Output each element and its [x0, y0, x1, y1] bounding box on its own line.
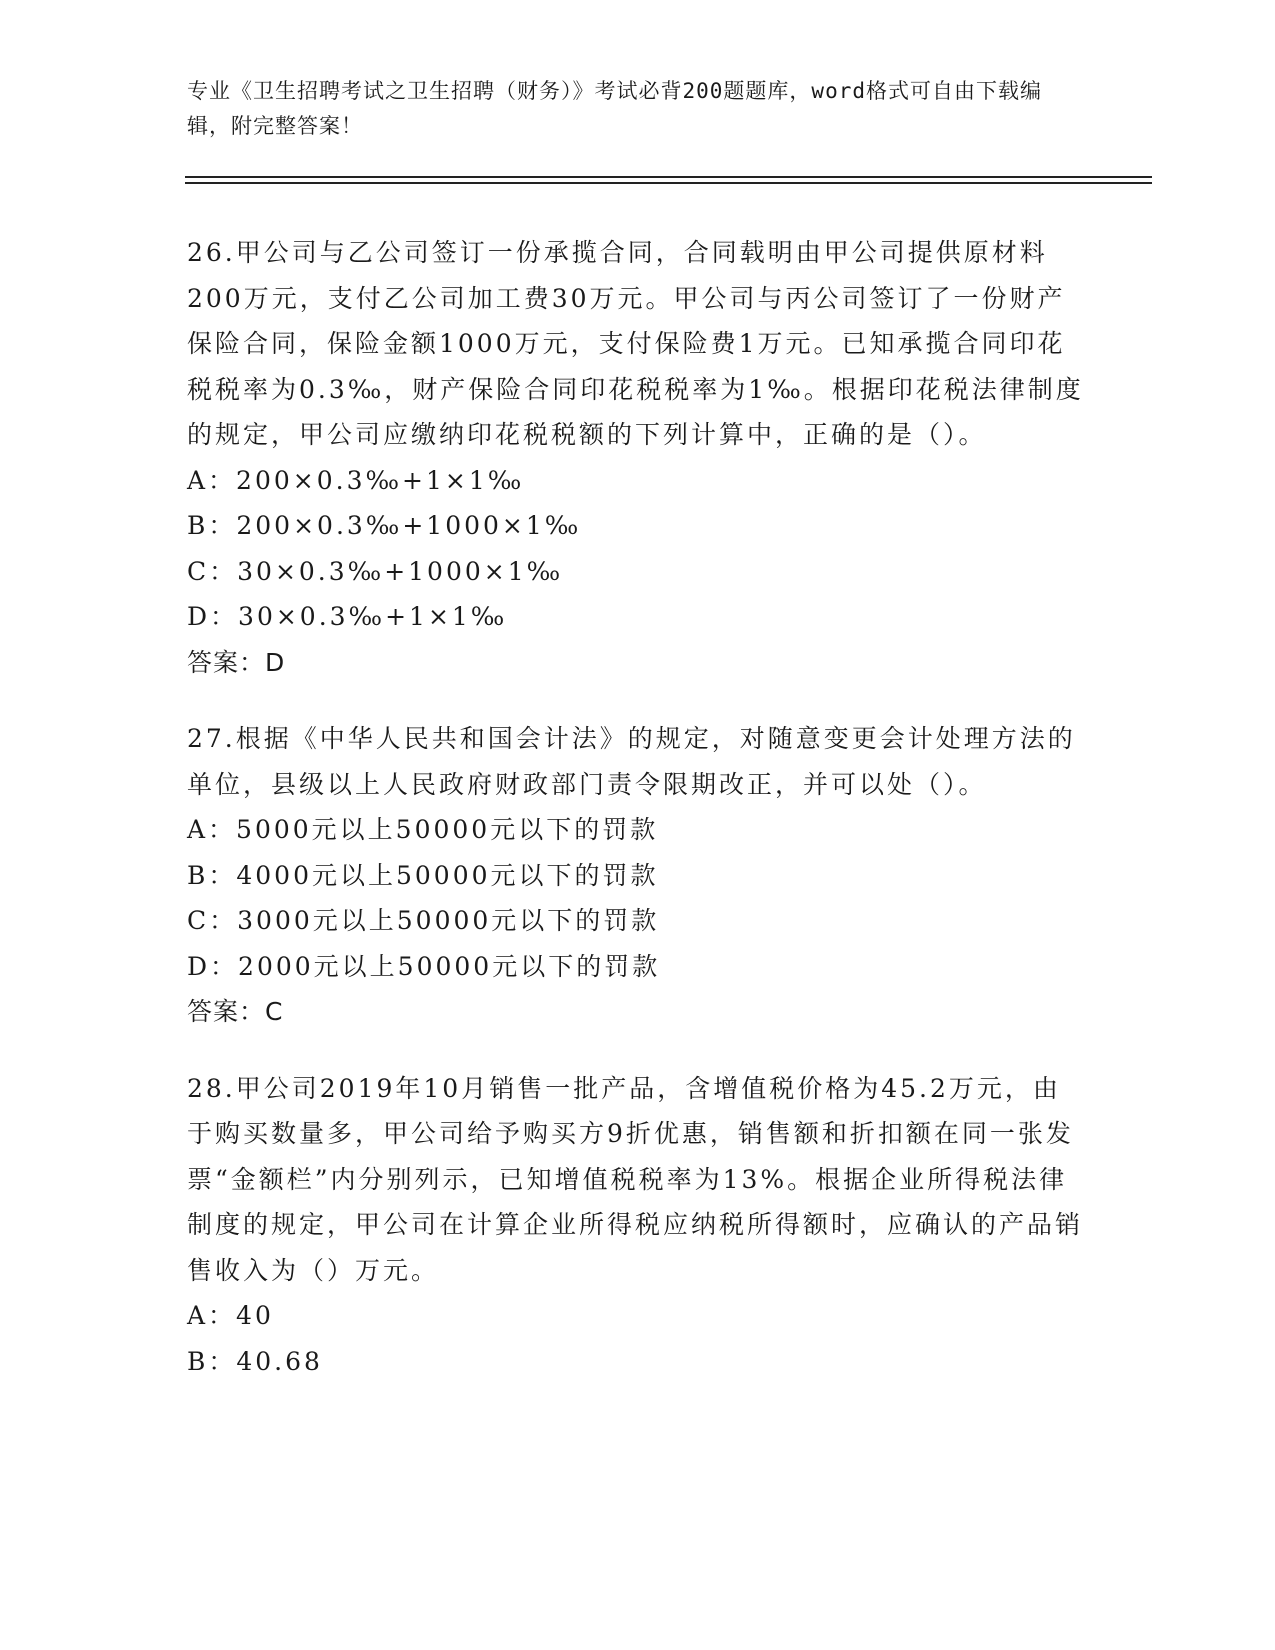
- answer-line: 答案：C: [187, 997, 284, 1026]
- option-b: B：40.68: [187, 1346, 323, 1376]
- question-stem: 28.甲公司2019年10月销售一批产品，含增值税价格为45.2万元，由于购买数量多，甲公司给予购买方9折优惠，销售额和折扣额在同一张发票“金额栏”内分别列示，已知增值税税率为13%。根据企业所得税法律制度的规定，甲公司在计算企业所得税应纳税所得额时，应确认的产品销售收入为（）万元。: [187, 1073, 1084, 1285]
- header-divider-top: [185, 176, 1152, 178]
- option-a: A：200×0.3‰+1×1‰: [187, 465, 525, 495]
- question-list: [187, 230, 1087, 1415]
- document-header: [187, 74, 1067, 144]
- option-c: C：3000元以上50000元以下的罚款: [187, 906, 660, 935]
- answer-line: 答案：D: [187, 647, 286, 677]
- question-stem: 26.甲公司与乙公司签订一份承揽合同，合同载明由甲公司提供原材料200万元，支付乙公司加工费30万元。甲公司与丙公司签订了一份财产保险合同，保险金额1000万元，支付保险费1万元。已知承揽合同印花税税率为0.3‰，财产保险合同印花税税率为1‰。根据印花税法律制度的规定，甲公司应缴纳印花税税额的下列计算中，正确的是（）。: [187, 238, 1084, 449]
- option-b: B：4000元以上50000元以下的罚款: [187, 860, 659, 890]
- header-divider-bottom: [185, 182, 1152, 184]
- option-b: B：200×0.3‰+1000×1‰: [187, 511, 582, 540]
- option-a: A：5000元以上50000元以下的罚款: [187, 815, 659, 844]
- option-c: C：30×0.3‰+1000×1‰: [187, 556, 564, 586]
- header-intro-text: 专业《卫生招聘考试之卫生招聘（财务）》考试必背200题题库，word格式可自由下载编辑，附完整答案！: [187, 79, 1042, 138]
- option-d: D：30×0.3‰+1×1‰: [187, 602, 508, 631]
- question-26: [187, 230, 1087, 685]
- question-stem: 27.根据《中华人民共和国会计法》的规定，对随意变更会计处理方法的单位，县级以上人民政府财政部门责令限期改正，并可以处（）。: [187, 724, 1076, 799]
- option-a: A：40: [187, 1301, 274, 1330]
- question-28: [187, 1066, 1087, 1385]
- question-27: [187, 716, 1087, 1035]
- option-d: D：2000元以上50000元以下的罚款: [187, 951, 661, 981]
